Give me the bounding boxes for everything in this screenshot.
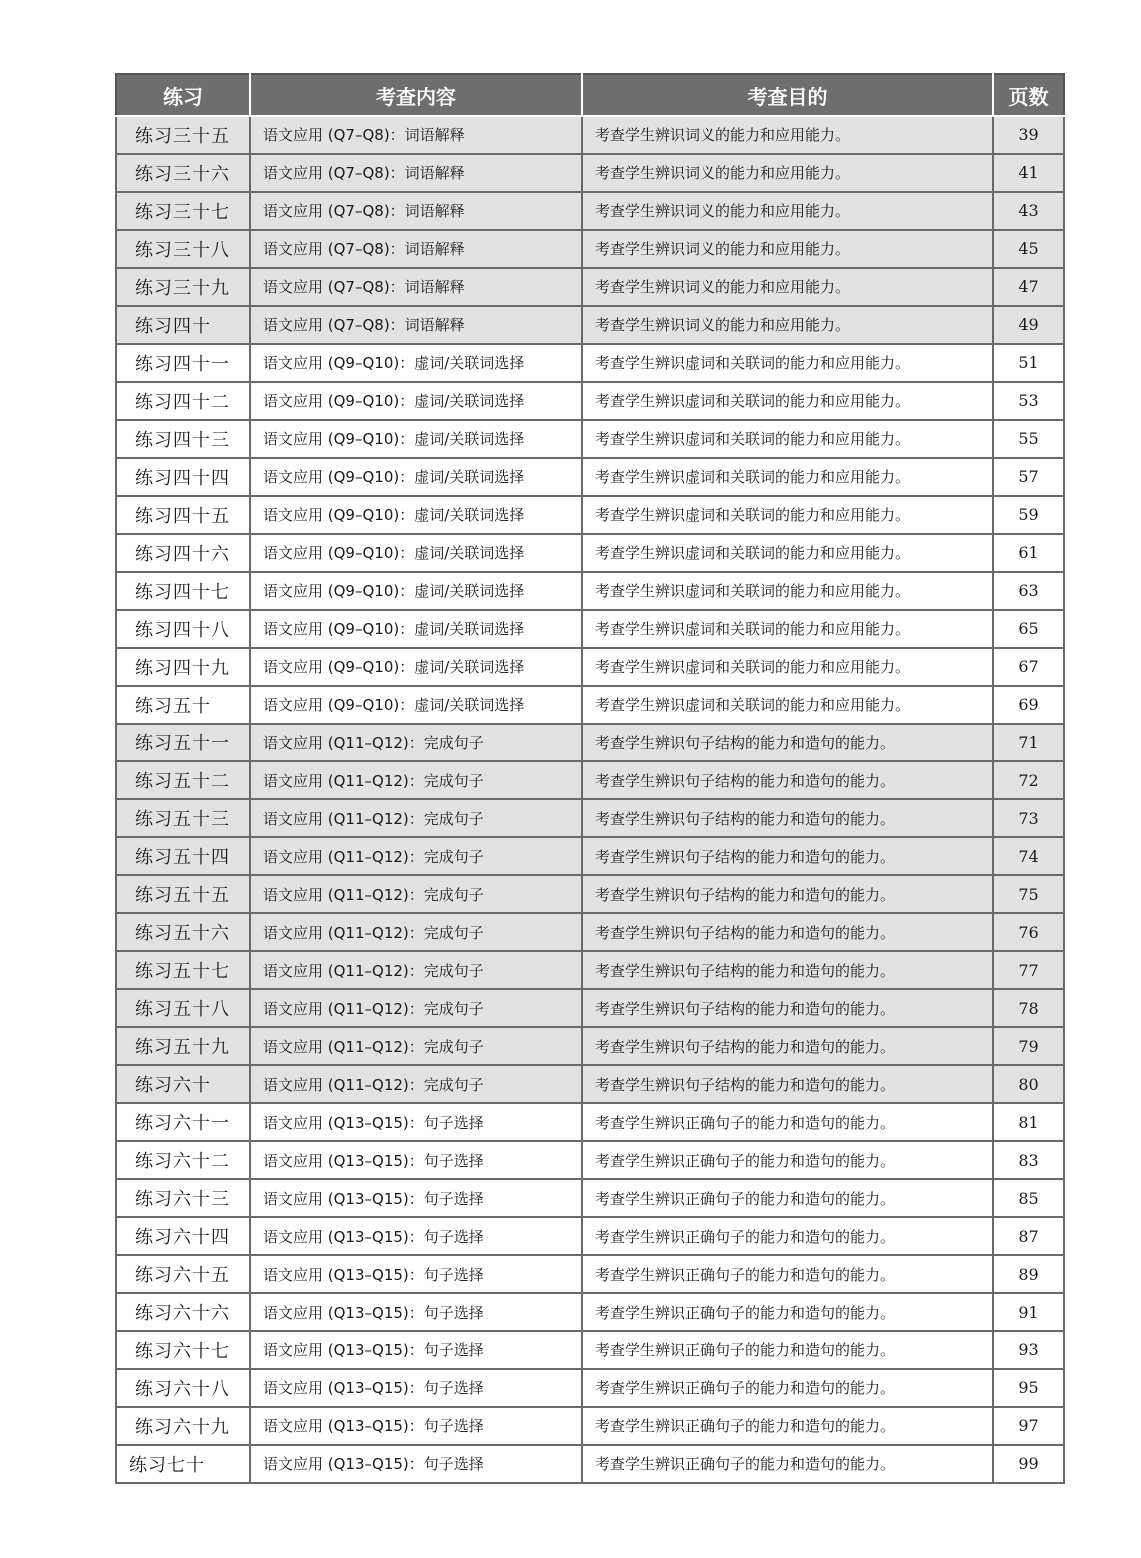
purpose-cell: 考查学生辨识正确句子的能力和造句的能力。 xyxy=(582,1255,993,1293)
page-number-cell: 79 xyxy=(993,1027,1064,1065)
page-number-cell: 59 xyxy=(993,496,1064,534)
exercise-cell: 练习六十九 xyxy=(116,1407,250,1445)
page-number-cell: 47 xyxy=(993,268,1064,306)
content-cell: 语文应用 (Q13–Q15)：句子选择 xyxy=(250,1141,582,1179)
exercise-cell: 练习六十八 xyxy=(116,1369,250,1407)
page-number-cell: 97 xyxy=(993,1407,1064,1445)
content-cell: 语文应用 (Q11–Q12)：完成句子 xyxy=(250,913,582,951)
exercise-cell: 练习三十九 xyxy=(116,268,250,306)
purpose-cell: 考查学生辨识虚词和关联词的能力和应用能力。 xyxy=(582,458,993,496)
purpose-cell: 考查学生辨识正确句子的能力和造句的能力。 xyxy=(582,1445,993,1483)
purpose-cell: 考查学生辨识句子结构的能力和造句的能力。 xyxy=(582,951,993,989)
table-row xyxy=(116,344,1064,382)
page-number-cell: 73 xyxy=(993,799,1064,837)
exercise-cell: 练习六十七 xyxy=(116,1331,250,1369)
purpose-cell: 考查学生辨识正确句子的能力和造句的能力。 xyxy=(582,1331,993,1369)
content-cell: 语文应用 (Q13–Q15)：句子选择 xyxy=(250,1255,582,1293)
table-row xyxy=(116,1065,1064,1103)
exercise-cell: 练习三十七 xyxy=(116,192,250,230)
table-row xyxy=(116,1103,1064,1141)
page-number-cell: 75 xyxy=(993,875,1064,913)
page-number-cell: 78 xyxy=(993,989,1064,1027)
exercise-cell: 练习五十二 xyxy=(116,761,250,799)
purpose-cell: 考查学生辨识正确句子的能力和造句的能力。 xyxy=(582,1141,993,1179)
content-cell: 语文应用 (Q9–Q10)：虚词/关联词选择 xyxy=(250,572,582,610)
purpose-cell: 考查学生辨识虚词和关联词的能力和应用能力。 xyxy=(582,382,993,420)
page-number-cell: 74 xyxy=(993,837,1064,875)
page-number-cell: 51 xyxy=(993,344,1064,382)
exercise-cell: 练习四十一 xyxy=(116,344,250,382)
page-number-cell: 72 xyxy=(993,761,1064,799)
exercise-cell: 练习三十六 xyxy=(116,154,250,192)
page-number-cell: 65 xyxy=(993,610,1064,648)
purpose-cell: 考查学生辨识词义的能力和应用能力。 xyxy=(582,306,993,344)
exercise-cell: 练习三十八 xyxy=(116,230,250,268)
table-row xyxy=(116,1141,1064,1179)
purpose-cell: 考查学生辨识句子结构的能力和造句的能力。 xyxy=(582,1027,993,1065)
purpose-cell: 考查学生辨识词义的能力和应用能力。 xyxy=(582,268,993,306)
table-row xyxy=(116,1293,1064,1331)
exercise-cell: 练习六十三 xyxy=(116,1179,250,1217)
exercise-cell: 练习五十八 xyxy=(116,989,250,1027)
page-number-cell: 99 xyxy=(993,1445,1064,1483)
exercise-cell: 练习四十五 xyxy=(116,496,250,534)
purpose-cell: 考查学生辨识虚词和关联词的能力和应用能力。 xyxy=(582,572,993,610)
table-row xyxy=(116,1369,1064,1407)
table-row xyxy=(116,951,1064,989)
content-cell: 语文应用 (Q13–Q15)：句子选择 xyxy=(250,1331,582,1369)
page-number-cell: 43 xyxy=(993,192,1064,230)
content-cell: 语文应用 (Q7–Q8)：词语解释 xyxy=(250,230,582,268)
purpose-cell: 考查学生辨识正确句子的能力和造句的能力。 xyxy=(582,1369,993,1407)
page-number-cell: 77 xyxy=(993,951,1064,989)
table-row xyxy=(116,230,1064,268)
table-row xyxy=(116,875,1064,913)
exercise-cell: 练习四十 xyxy=(116,306,250,344)
table-row xyxy=(116,154,1064,192)
page-number-cell: 85 xyxy=(993,1179,1064,1217)
page-number-cell: 76 xyxy=(993,913,1064,951)
exercise-cell: 练习四十四 xyxy=(116,458,250,496)
table-row xyxy=(116,989,1064,1027)
table-row xyxy=(116,761,1064,799)
content-cell: 语文应用 (Q7–Q8)：词语解释 xyxy=(250,154,582,192)
table-row xyxy=(116,610,1064,648)
page-number-cell: 39 xyxy=(993,116,1064,154)
exercise-cell: 练习五十七 xyxy=(116,951,250,989)
table-row xyxy=(116,306,1064,344)
purpose-cell: 考查学生辨识句子结构的能力和造句的能力。 xyxy=(582,761,993,799)
purpose-cell: 考查学生辨识词义的能力和应用能力。 xyxy=(582,230,993,268)
page-number-cell: 91 xyxy=(993,1293,1064,1331)
exercise-cell: 练习四十七 xyxy=(116,572,250,610)
exercise-cell: 练习三十五 xyxy=(116,116,250,154)
purpose-cell: 考查学生辨识正确句子的能力和造句的能力。 xyxy=(582,1179,993,1217)
content-cell: 语文应用 (Q13–Q15)：句子选择 xyxy=(250,1179,582,1217)
table-row xyxy=(116,572,1064,610)
purpose-cell: 考查学生辨识虚词和关联词的能力和应用能力。 xyxy=(582,534,993,572)
header-row xyxy=(116,74,1064,116)
purpose-cell: 考查学生辨识句子结构的能力和造句的能力。 xyxy=(582,1065,993,1103)
content-cell: 语文应用 (Q9–Q10)：虚词/关联词选择 xyxy=(250,686,582,724)
page-number-cell: 89 xyxy=(993,1255,1064,1293)
page-number-cell: 49 xyxy=(993,306,1064,344)
purpose-cell: 考查学生辨识句子结构的能力和造句的能力。 xyxy=(582,724,993,762)
page-number-cell: 83 xyxy=(993,1141,1064,1179)
table-row xyxy=(116,1331,1064,1369)
exercise-cell: 练习四十二 xyxy=(116,382,250,420)
page-number-cell: 93 xyxy=(993,1331,1064,1369)
table-row xyxy=(116,420,1064,458)
table-row xyxy=(116,686,1064,724)
purpose-cell: 考查学生辨识句子结构的能力和造句的能力。 xyxy=(582,913,993,951)
purpose-cell: 考查学生辨识句子结构的能力和造句的能力。 xyxy=(582,837,993,875)
table-body xyxy=(116,116,1064,1483)
purpose-cell: 考查学生辨识虚词和关联词的能力和应用能力。 xyxy=(582,686,993,724)
exercise-cell: 练习六十一 xyxy=(116,1103,250,1141)
purpose-cell: 考查学生辨识虚词和关联词的能力和应用能力。 xyxy=(582,610,993,648)
page-number-cell: 41 xyxy=(993,154,1064,192)
exercise-cell: 练习六十六 xyxy=(116,1293,250,1331)
content-cell: 语文应用 (Q13–Q15)：句子选择 xyxy=(250,1217,582,1255)
table-row xyxy=(116,534,1064,572)
page-number-cell: 87 xyxy=(993,1217,1064,1255)
page-number-cell: 53 xyxy=(993,382,1064,420)
page-number-cell: 45 xyxy=(993,230,1064,268)
content-cell: 语文应用 (Q11–Q12)：完成句子 xyxy=(250,837,582,875)
content-cell: 语文应用 (Q11–Q12)：完成句子 xyxy=(250,799,582,837)
content-cell: 语文应用 (Q9–Q10)：虚词/关联词选择 xyxy=(250,458,582,496)
header-purpose: 考查目的 xyxy=(582,74,993,116)
exercise-cell: 练习五十五 xyxy=(116,875,250,913)
exercise-cell: 练习七十 xyxy=(116,1445,250,1483)
table-row xyxy=(116,724,1064,762)
table-row xyxy=(116,1027,1064,1065)
page-number-cell: 95 xyxy=(993,1369,1064,1407)
content-cell: 语文应用 (Q9–Q10)：虚词/关联词选择 xyxy=(250,420,582,458)
purpose-cell: 考查学生辨识句子结构的能力和造句的能力。 xyxy=(582,799,993,837)
exercise-cell: 练习五十九 xyxy=(116,1027,250,1065)
table-row xyxy=(116,116,1064,154)
content-cell: 语文应用 (Q9–Q10)：虚词/关联词选择 xyxy=(250,496,582,534)
content-cell: 语文应用 (Q9–Q10)：虚词/关联词选择 xyxy=(250,610,582,648)
purpose-cell: 考查学生辨识正确句子的能力和造句的能力。 xyxy=(582,1217,993,1255)
purpose-cell: 考查学生辨识正确句子的能力和造句的能力。 xyxy=(582,1103,993,1141)
exercise-cell: 练习四十八 xyxy=(116,610,250,648)
table-row xyxy=(116,648,1064,686)
exercise-cell: 练习五十一 xyxy=(116,724,250,762)
page-number-cell: 71 xyxy=(993,724,1064,762)
content-cell: 语文应用 (Q13–Q15)：句子选择 xyxy=(250,1369,582,1407)
table-row xyxy=(116,458,1064,496)
exercise-cell: 练习六十五 xyxy=(116,1255,250,1293)
content-cell: 语文应用 (Q11–Q12)：完成句子 xyxy=(250,761,582,799)
content-cell: 语文应用 (Q7–Q8)：词语解释 xyxy=(250,268,582,306)
content-cell: 语文应用 (Q7–Q8)：词语解释 xyxy=(250,192,582,230)
page-number-cell: 69 xyxy=(993,686,1064,724)
exercise-cell: 练习五十六 xyxy=(116,913,250,951)
page-number-cell: 67 xyxy=(993,648,1064,686)
table-row xyxy=(116,1179,1064,1217)
exercise-cell: 练习六十 xyxy=(116,1065,250,1103)
page-number-cell: 63 xyxy=(993,572,1064,610)
table-row xyxy=(116,1217,1064,1255)
content-cell: 语文应用 (Q11–Q12)：完成句子 xyxy=(250,875,582,913)
exercise-cell: 练习五十 xyxy=(116,686,250,724)
table-row xyxy=(116,799,1064,837)
purpose-cell: 考查学生辨识正确句子的能力和造句的能力。 xyxy=(582,1407,993,1445)
table-row xyxy=(116,1445,1064,1483)
content-cell: 语文应用 (Q13–Q15)：句子选择 xyxy=(250,1407,582,1445)
purpose-cell: 考查学生辨识虚词和关联词的能力和应用能力。 xyxy=(582,420,993,458)
table-row xyxy=(116,913,1064,951)
purpose-cell: 考查学生辨识虚词和关联词的能力和应用能力。 xyxy=(582,344,993,382)
exercise-cell: 练习六十四 xyxy=(116,1217,250,1255)
header-exercise: 练习 xyxy=(116,74,250,116)
content-cell: 语文应用 (Q9–Q10)：虚词/关联词选择 xyxy=(250,344,582,382)
page-number-cell: 81 xyxy=(993,1103,1064,1141)
purpose-cell: 考查学生辨识句子结构的能力和造句的能力。 xyxy=(582,875,993,913)
page-number-cell: 55 xyxy=(993,420,1064,458)
table-row xyxy=(116,382,1064,420)
exercise-cell: 练习四十六 xyxy=(116,534,250,572)
content-cell: 语文应用 (Q13–Q15)：句子选择 xyxy=(250,1293,582,1331)
exercise-cell: 练习六十二 xyxy=(116,1141,250,1179)
content-cell: 语文应用 (Q13–Q15)：句子选择 xyxy=(250,1103,582,1141)
table-row xyxy=(116,1255,1064,1293)
table-row xyxy=(116,192,1064,230)
exercise-cell: 练习四十九 xyxy=(116,648,250,686)
content-cell: 语文应用 (Q11–Q12)：完成句子 xyxy=(250,989,582,1027)
table-row xyxy=(116,268,1064,306)
table-row xyxy=(116,837,1064,875)
content-cell: 语文应用 (Q9–Q10)：虚词/关联词选择 xyxy=(250,534,582,572)
page-number-cell: 61 xyxy=(993,534,1064,572)
content-cell: 语文应用 (Q7–Q8)：词语解释 xyxy=(250,116,582,154)
content-cell: 语文应用 (Q7–Q8)：词语解释 xyxy=(250,306,582,344)
header-content: 考查内容 xyxy=(250,74,582,116)
content-cell: 语文应用 (Q13–Q15)：句子选择 xyxy=(250,1445,582,1483)
content-cell: 语文应用 (Q11–Q12)：完成句子 xyxy=(250,1027,582,1065)
exercise-cell: 练习五十三 xyxy=(116,799,250,837)
purpose-cell: 考查学生辨识正确句子的能力和造句的能力。 xyxy=(582,1293,993,1331)
toc-table xyxy=(115,73,1065,1484)
purpose-cell: 考查学生辨识虚词和关联词的能力和应用能力。 xyxy=(582,496,993,534)
purpose-cell: 考查学生辨识词义的能力和应用能力。 xyxy=(582,192,993,230)
content-cell: 语文应用 (Q11–Q12)：完成句子 xyxy=(250,724,582,762)
content-cell: 语文应用 (Q9–Q10)：虚词/关联词选择 xyxy=(250,382,582,420)
page-number-cell: 57 xyxy=(993,458,1064,496)
exercise-cell: 练习四十三 xyxy=(116,420,250,458)
table-row xyxy=(116,1407,1064,1445)
exercise-cell: 练习五十四 xyxy=(116,837,250,875)
content-cell: 语文应用 (Q11–Q12)：完成句子 xyxy=(250,1065,582,1103)
content-cell: 语文应用 (Q9–Q10)：虚词/关联词选择 xyxy=(250,648,582,686)
page-number-cell: 80 xyxy=(993,1065,1064,1103)
purpose-cell: 考查学生辨识词义的能力和应用能力。 xyxy=(582,116,993,154)
header-page: 页数 xyxy=(993,74,1064,116)
content-cell: 语文应用 (Q11–Q12)：完成句子 xyxy=(250,951,582,989)
table-row xyxy=(116,496,1064,534)
purpose-cell: 考查学生辨识虚词和关联词的能力和应用能力。 xyxy=(582,648,993,686)
purpose-cell: 考查学生辨识句子结构的能力和造句的能力。 xyxy=(582,989,993,1027)
purpose-cell: 考查学生辨识词义的能力和应用能力。 xyxy=(582,154,993,192)
